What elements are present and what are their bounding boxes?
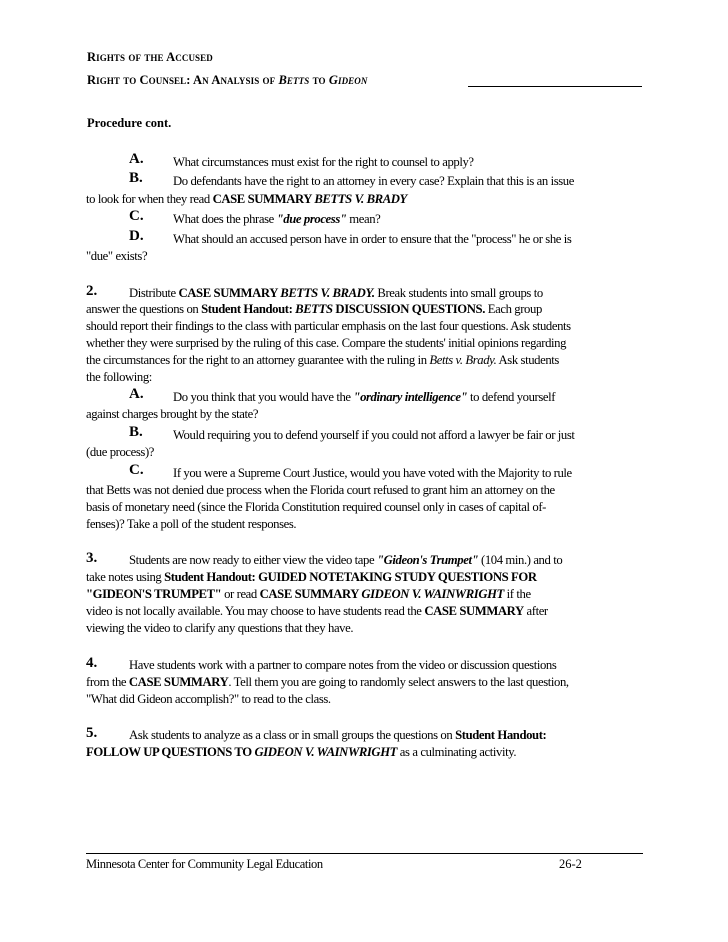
question-text-cont: "due" exists? — [86, 249, 148, 263]
paragraph-line: whether they were surprised by the ruling of this case. Compare the students' initial opinions regarding — [86, 336, 567, 350]
question-text-cont: against charges brought by the state? — [86, 407, 259, 421]
paragraph-line: the following: — [86, 370, 152, 384]
paragraph-line: the circumstances for the right to an attorney guarantee with the ruling in Betts v. Brady. Ask students — [86, 353, 559, 367]
step-number: 2. — [86, 283, 98, 299]
question-text-cont: basis of monetary need (since the Florida Constitution required counsel only in cases of capital of- — [86, 500, 546, 514]
question-text: What does the phrase "due process" mean? — [173, 212, 381, 226]
question-text: Would requiring you to defend yourself if you could not afford a lawyer be fair or just — [173, 428, 575, 442]
footer-rule — [86, 853, 643, 854]
paragraph-line: video is not locally available. You may choose to have students read the CASE SUMMARY after — [86, 604, 548, 618]
paragraph-line: should report their findings to the class with particular emphasis on the last four questions. Ask students — [86, 319, 571, 333]
paragraph-line: "GIDEON'S TRUMPET" or read CASE SUMMARY GIDEON V. WAINWRIGHT if the — [86, 587, 531, 601]
question-text-cont: that Betts was not denied due process when the Florida court refused to grant him an attorney on the — [86, 483, 555, 497]
item-letter: A. — [129, 151, 144, 167]
step-number: 3. — [86, 550, 98, 566]
procedure-heading: Procedure cont. — [87, 116, 172, 130]
header-lesson-title: Right to Counsel: An Analysis of Betts to Gideon — [87, 73, 368, 87]
item-letter: D. — [129, 228, 144, 244]
item-letter: B. — [129, 424, 143, 440]
item-letter: B. — [129, 170, 143, 186]
item-letter: C. — [129, 462, 144, 478]
question-text: Do defendants have the right to an attorney in every case? Explain that this is an issue — [173, 174, 574, 188]
paragraph-line: Ask students to analyze as a class or in small groups the questions on Student Handout: — [129, 728, 547, 742]
paragraph-line: answer the questions on Student Handout: BETTS DISCUSSION QUESTIONS. Each group — [86, 302, 542, 316]
paragraph-line: Distribute CASE SUMMARY BETTS V. BRADY. Break students into small groups to — [129, 286, 543, 300]
step-number: 4. — [86, 655, 98, 671]
question-text-cont: fenses)? Take a poll of the student responses. — [86, 517, 297, 531]
question-text: If you were a Supreme Court Justice, would you have voted with the Majority to rule — [173, 466, 572, 480]
paragraph-line: "What did Gideon accomplish?" to read to the class. — [86, 692, 331, 706]
item-letter: A. — [129, 386, 144, 402]
header-series-title: Rights of the Accused — [87, 50, 213, 64]
item-letter: C. — [129, 208, 144, 224]
header-rule — [468, 86, 642, 87]
question-text: Do you think that you would have the "ordinary intelligence" to defend yourself — [173, 390, 556, 404]
paragraph-line: take notes using Student Handout: GUIDED NOTETAKING STUDY QUESTIONS FOR — [86, 570, 537, 584]
step-number: 5. — [86, 725, 98, 741]
paragraph-line: FOLLOW UP QUESTIONS TO GIDEON V. WAINWRIGHT as a culminating activity. — [86, 745, 517, 759]
paragraph-line: viewing the video to clarify any questions that they have. — [86, 621, 354, 635]
question-text-cont: to look for when they read CASE SUMMARY BETTS V. BRADY — [86, 192, 407, 206]
question-text-cont: (due process)? — [86, 445, 155, 459]
question-text: What circumstances must exist for the right to counsel to apply? — [173, 155, 474, 169]
paragraph-line: Have students work with a partner to compare notes from the video or discussion questions — [129, 658, 557, 672]
paragraph-line: from the CASE SUMMARY. Tell them you are going to randomly select answers to the last question, — [86, 675, 569, 689]
footer-page-number: 26-2 — [559, 857, 582, 871]
footer-organization: Minnesota Center for Community Legal Education — [86, 857, 323, 871]
question-text: What should an accused person have in order to ensure that the "process" he or she is — [173, 232, 572, 246]
paragraph-line: Students are now ready to either view the video tape "Gideon's Trumpet" (104 min.) and to — [129, 553, 563, 567]
